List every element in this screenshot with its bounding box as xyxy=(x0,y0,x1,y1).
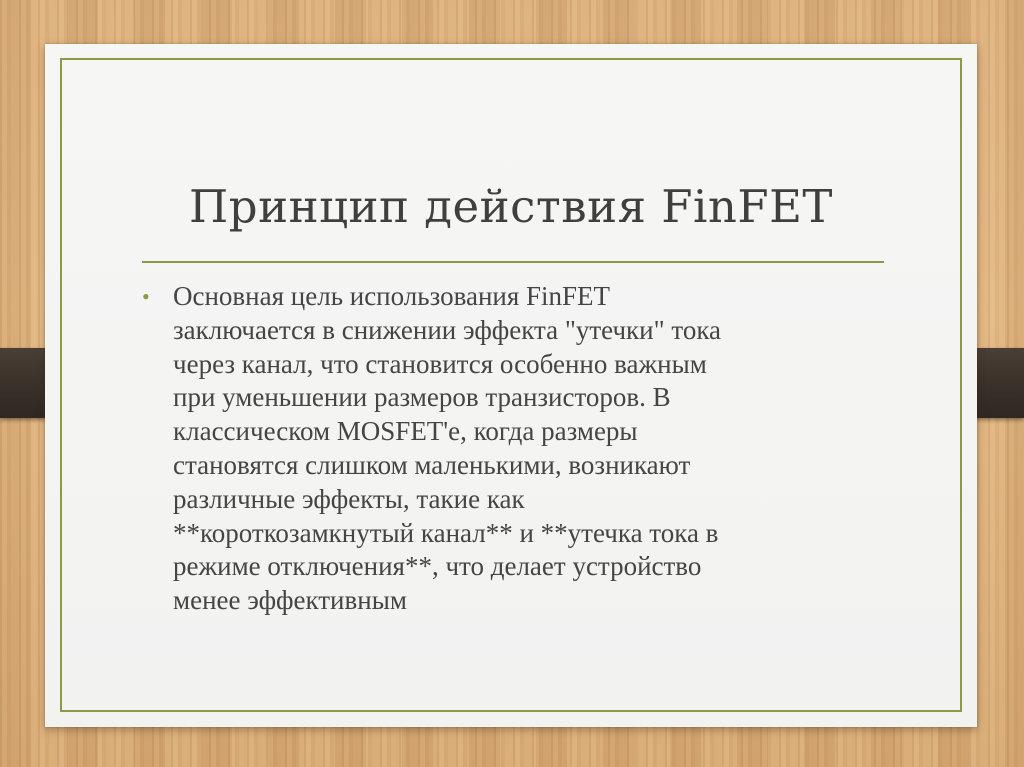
title-divider xyxy=(142,261,884,263)
bullet-icon: • xyxy=(142,284,150,309)
bullet-line: классическом MOSFET'е, когда размеры xyxy=(173,416,638,447)
slide-body xyxy=(140,280,860,618)
slide-title: Принцип действия FinFET xyxy=(189,180,833,233)
bullet-line: Основная цель использования FinFET xyxy=(173,281,611,311)
bullet-line: менее эффективным xyxy=(173,585,407,616)
bullet-line: заключается в снижении эффекта "утечки" тока xyxy=(173,314,722,345)
bullet-line: становятся слишком маленькими, возникают xyxy=(173,449,691,480)
slide-paper xyxy=(45,44,977,727)
bullet-line: через канал, что становится особенно важным xyxy=(173,348,707,379)
bullet-line: **короткозамкнутый канал** и **утечка тока в xyxy=(173,517,719,548)
bullet-line: при уменьшении размеров транзисторов. В xyxy=(173,382,671,413)
bullet-line: различные эффекты, такие как xyxy=(173,483,525,514)
bullet-item xyxy=(140,280,860,618)
bullet-line: режиме отключения**, что делает устройство xyxy=(173,551,702,582)
